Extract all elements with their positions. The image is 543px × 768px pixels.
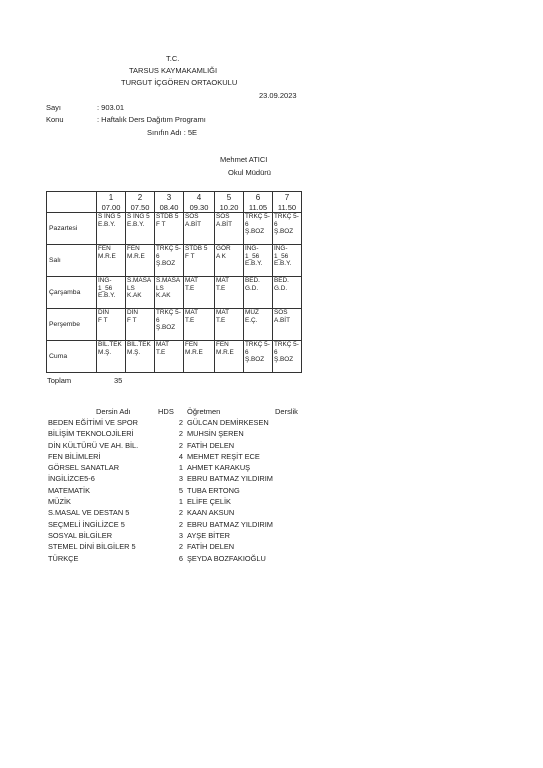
lesson-cell-line: M.R.E bbox=[185, 348, 203, 356]
lesson-cell-line: 1_56 bbox=[274, 252, 289, 260]
course-teacher: GÜLCAN DEMİRKESEN bbox=[187, 418, 269, 427]
lesson-cell-line: M.R.E bbox=[127, 252, 145, 260]
lesson-cell-line: F T bbox=[127, 316, 137, 324]
course-name: MÜZİK bbox=[48, 497, 71, 507]
period-header bbox=[126, 192, 155, 213]
day-name: Salı bbox=[47, 245, 97, 277]
period-time: 11.05 bbox=[248, 202, 268, 212]
lesson-cell bbox=[97, 277, 126, 309]
lesson-cell-line: E.Ç. bbox=[245, 316, 258, 324]
course-name: SOSYAL BİLGİLER bbox=[48, 530, 113, 540]
lesson-cell bbox=[126, 213, 155, 245]
lesson-cell bbox=[155, 245, 184, 277]
course-name: DİN KÜLTÜRÜ VE AH. BİL. bbox=[48, 440, 139, 450]
course-teacher: AHMET KARAKUŞ bbox=[187, 463, 251, 473]
lesson-cell bbox=[244, 277, 273, 309]
course-teacher: EBRU BATMAZ YILDIRIM bbox=[187, 474, 273, 484]
course-hours: 4 bbox=[178, 451, 183, 461]
lesson-cell-line: M.Ş. bbox=[98, 348, 112, 356]
course-hours: 2 bbox=[178, 429, 183, 439]
schedule-corner-cell bbox=[47, 192, 97, 213]
course-name-header: Dersin Adı bbox=[96, 407, 131, 416]
period-header bbox=[184, 192, 215, 213]
lesson-cell bbox=[244, 245, 273, 277]
course-hours: 1 bbox=[178, 463, 183, 473]
course-name: MATEMATİK bbox=[48, 485, 91, 495]
lesson-cell bbox=[215, 277, 244, 309]
sayi-label: Sayı bbox=[46, 103, 62, 112]
lesson-cell-line: E.B.Y. bbox=[274, 260, 292, 268]
lesson-cell-line: İNG- bbox=[98, 277, 112, 284]
lesson-cell-line: S.MASA bbox=[156, 277, 181, 284]
course-hours: 2 bbox=[178, 440, 183, 450]
course-teacher: MUHSİN ŞEREN bbox=[187, 429, 244, 439]
schedule-day-row bbox=[47, 341, 302, 373]
lesson-cell-line: T.E bbox=[156, 348, 166, 356]
course-name: BEDEN EĞİTİMİ VE SPOR bbox=[48, 418, 138, 427]
lesson-cell bbox=[97, 245, 126, 277]
lesson-cell bbox=[155, 213, 184, 245]
lesson-cell-line: Ş.BOZ bbox=[274, 228, 294, 236]
lesson-cell-line: TRKÇ 5- bbox=[274, 341, 299, 348]
day-name: Pazartesi bbox=[47, 213, 97, 245]
period-header bbox=[215, 192, 244, 213]
day-name: Cuma bbox=[47, 341, 97, 373]
lesson-cell-line: A.BİT bbox=[274, 316, 290, 324]
lesson-cell-line: FEN bbox=[127, 245, 140, 252]
lesson-cell-line: 1_56 bbox=[245, 252, 260, 260]
document-date: 23.09.2023 bbox=[259, 91, 297, 100]
schedule-day-row bbox=[47, 277, 302, 309]
header-tc: T.C. bbox=[166, 54, 180, 63]
lesson-cell-line: TRKÇ 5- bbox=[245, 341, 270, 348]
period-number: 5 bbox=[226, 192, 232, 202]
period-time: 09.30 bbox=[189, 202, 209, 212]
total-label: Toplam bbox=[47, 376, 72, 385]
lesson-cell bbox=[184, 245, 215, 277]
lesson-cell-line: DİN bbox=[98, 309, 110, 316]
lesson-cell bbox=[126, 341, 155, 373]
lesson-cell bbox=[126, 309, 155, 341]
schedule-header-row bbox=[47, 192, 302, 213]
lesson-cell-line: Ş.BOZ bbox=[245, 356, 265, 364]
lesson-cell-line: Ş.BOZ bbox=[245, 228, 265, 236]
lesson-cell bbox=[126, 245, 155, 277]
sayi-value: : 903.01 bbox=[97, 103, 125, 112]
course-name: STEMEL DİNİ BİLGİLER 5 bbox=[48, 542, 136, 552]
lesson-cell-line: LS bbox=[127, 284, 135, 292]
lesson-cell-line: 6 bbox=[245, 220, 249, 228]
konu-label: Konu bbox=[46, 115, 64, 124]
period-header bbox=[97, 192, 126, 213]
course-hours-header: HDS bbox=[158, 407, 174, 416]
lesson-cell-line: MAT bbox=[216, 309, 230, 316]
course-name: İNGİLİZCE5-6 bbox=[48, 474, 95, 484]
lesson-cell-line: DİN bbox=[127, 309, 139, 316]
lesson-cell-line: G.D. bbox=[245, 284, 259, 292]
course-hours: 2 bbox=[178, 508, 183, 518]
lesson-cell-line: GÖR bbox=[216, 245, 231, 252]
lesson-cell bbox=[244, 213, 273, 245]
lesson-cell-line: Ş.BOZ bbox=[156, 324, 176, 332]
lesson-cell-line: S İNG 5 bbox=[127, 213, 150, 220]
lesson-cell bbox=[215, 245, 244, 277]
day-name: Perşembe bbox=[47, 309, 97, 341]
lesson-cell-line: A K bbox=[216, 252, 226, 260]
principal-name: Mehmet ATICI bbox=[220, 155, 268, 164]
lesson-cell-line: E.B.Y. bbox=[98, 292, 116, 300]
class-name: Sınıfın Adı : 5E bbox=[147, 128, 198, 137]
course-hours: 3 bbox=[178, 530, 183, 540]
lesson-cell bbox=[184, 213, 215, 245]
lesson-cell-line: SOS bbox=[185, 213, 199, 220]
period-time: 08.40 bbox=[159, 202, 179, 212]
course-teacher-header: Öğretmen bbox=[187, 407, 221, 416]
lesson-cell-line: 6 bbox=[274, 220, 278, 228]
lesson-cell-line: 6 bbox=[156, 316, 160, 324]
lesson-cell bbox=[184, 341, 215, 373]
lesson-cell bbox=[155, 277, 184, 309]
lesson-cell-line: E.B.Y. bbox=[245, 260, 263, 268]
lesson-cell-line: SOS bbox=[216, 213, 230, 220]
lesson-cell bbox=[184, 309, 215, 341]
lesson-cell-line: MAT bbox=[185, 277, 199, 284]
lesson-cell-line: BİL.TEK bbox=[98, 341, 122, 348]
schedule-day-row bbox=[47, 309, 302, 341]
period-header bbox=[273, 192, 302, 213]
lesson-cell-line: MÜZ bbox=[245, 309, 259, 316]
lesson-cell bbox=[244, 309, 273, 341]
lesson-cell-line: E.B.Y. bbox=[127, 220, 145, 228]
course-hours: 2 bbox=[178, 542, 183, 552]
lesson-cell-line: 6 bbox=[156, 252, 160, 260]
lesson-cell-line: FEN bbox=[185, 341, 198, 348]
lesson-cell-line: K.AK bbox=[127, 292, 142, 300]
lesson-cell-line: M.R.E bbox=[216, 348, 234, 356]
course-teacher: KAAN AKSUN bbox=[187, 508, 235, 518]
lesson-cell-line: BED. bbox=[274, 277, 289, 284]
lesson-cell bbox=[273, 245, 302, 277]
lesson-cell-line: S.MASA bbox=[127, 277, 152, 284]
lesson-cell-line: FEN bbox=[216, 341, 229, 348]
lesson-cell bbox=[97, 213, 126, 245]
lesson-cell-line: MAT bbox=[185, 309, 199, 316]
period-number: 1 bbox=[108, 192, 114, 202]
lesson-cell-line: LS bbox=[156, 284, 164, 292]
lesson-cell-line: SOS bbox=[274, 309, 288, 316]
lesson-cell bbox=[244, 341, 273, 373]
lesson-cell-line: İNG- bbox=[245, 245, 259, 252]
lesson-cell-line: BİL.TEK bbox=[127, 341, 151, 348]
period-number: 6 bbox=[255, 192, 261, 202]
lesson-cell-line: G.D. bbox=[274, 284, 288, 292]
period-time: 07.50 bbox=[130, 202, 150, 212]
lesson-cell bbox=[215, 341, 244, 373]
lesson-cell bbox=[97, 309, 126, 341]
lesson-cell-line: Ş.BOZ bbox=[274, 356, 294, 364]
lesson-cell-line: TRKÇ 5- bbox=[274, 213, 299, 220]
period-number: 2 bbox=[137, 192, 143, 202]
lesson-cell bbox=[184, 277, 215, 309]
course-classroom-header: Derslik bbox=[275, 407, 298, 416]
lesson-cell bbox=[273, 309, 302, 341]
period-number: 7 bbox=[284, 192, 290, 202]
lesson-cell-line: S İNG 5 bbox=[98, 213, 121, 220]
period-number: 3 bbox=[166, 192, 172, 202]
lesson-cell-line: Ş.BOZ bbox=[156, 260, 176, 268]
lesson-cell-line: BED. bbox=[245, 277, 260, 284]
course-name: BİLİŞİM TEKNOLOJİLERİ bbox=[48, 429, 134, 439]
lesson-cell bbox=[155, 309, 184, 341]
course-name: GÖRSEL SANATLAR bbox=[48, 463, 120, 473]
lesson-cell-line: T.E bbox=[216, 284, 226, 292]
lesson-cell-line: A.BİT bbox=[216, 220, 232, 228]
weekly-schedule-table bbox=[46, 191, 302, 373]
course-hours: 2 bbox=[178, 418, 183, 427]
course-name: FEN BİLİMLERİ bbox=[48, 451, 101, 461]
total-value: 35 bbox=[114, 376, 123, 385]
day-name: Çarşamba bbox=[47, 277, 97, 309]
lesson-cell-line: T.E bbox=[216, 316, 226, 324]
course-teacher: ŞEYDA BOZFAKIOĞLU bbox=[187, 553, 266, 563]
course-teacher: EBRU BATMAZ YILDIRIM bbox=[187, 519, 273, 529]
schedule-day-row bbox=[47, 245, 302, 277]
course-teacher: ELİFE ÇELİK bbox=[187, 497, 231, 507]
lesson-cell-line: M.R.E bbox=[98, 252, 116, 260]
lesson-cell-line: STDB 5 bbox=[156, 213, 179, 220]
lesson-cell-line: TRKÇ 5- bbox=[156, 309, 181, 316]
lesson-cell-line: K.AK bbox=[156, 292, 171, 300]
lesson-cell-line: F T bbox=[185, 252, 195, 260]
course-name: S.MASAL VE DESTAN 5 bbox=[48, 508, 130, 518]
lesson-cell-line: TRKÇ 5- bbox=[156, 245, 181, 252]
principal-title: Okul Müdürü bbox=[228, 168, 271, 177]
lesson-cell-line: F T bbox=[156, 220, 166, 228]
lesson-cell-line: E.B.Y. bbox=[98, 220, 116, 228]
header-kaymakamlik: TARSUS KAYMAKAMLIĞI bbox=[129, 66, 218, 75]
lesson-cell-line: STDB 5 bbox=[185, 245, 208, 252]
course-teacher: AYŞE BİTER bbox=[187, 530, 230, 540]
konu-value: : Haftalık Ders Dağıtım Programı bbox=[97, 115, 206, 124]
course-name: SEÇMELİ İNGİLİZCE 5 bbox=[48, 519, 125, 529]
lesson-cell bbox=[273, 341, 302, 373]
lesson-cell-line: A.BİT bbox=[185, 220, 201, 228]
lesson-cell-line: T.E bbox=[185, 284, 195, 292]
lesson-cell bbox=[273, 277, 302, 309]
lesson-cell-line: 6 bbox=[245, 348, 249, 356]
lesson-cell-line: T.E bbox=[185, 316, 195, 324]
period-header bbox=[155, 192, 184, 213]
lesson-cell bbox=[215, 213, 244, 245]
lesson-cell-line: 6 bbox=[274, 348, 278, 356]
lesson-cell bbox=[215, 309, 244, 341]
lesson-cell-line: F T bbox=[98, 316, 108, 324]
period-header bbox=[244, 192, 273, 213]
lesson-cell-line: MAT bbox=[156, 341, 170, 348]
course-teacher: FATİH DELEN bbox=[187, 542, 235, 552]
lesson-cell-line: FEN bbox=[98, 245, 111, 252]
course-hours: 1 bbox=[178, 497, 183, 507]
course-hours: 6 bbox=[178, 553, 183, 563]
course-name: TÜRKÇE bbox=[48, 553, 79, 563]
course-teacher: MEHMET REŞİT ECE bbox=[187, 451, 260, 461]
period-time: 10.20 bbox=[219, 202, 239, 212]
lesson-cell bbox=[273, 213, 302, 245]
lesson-cell bbox=[97, 341, 126, 373]
lesson-cell-line: İNG- bbox=[274, 245, 288, 252]
course-teacher: FATİH DELEN bbox=[187, 440, 235, 450]
lesson-cell-line: TRKÇ 5- bbox=[245, 213, 270, 220]
period-number: 4 bbox=[196, 192, 202, 202]
period-time: 11.50 bbox=[277, 202, 297, 212]
course-hours: 5 bbox=[178, 485, 183, 495]
lesson-cell bbox=[155, 341, 184, 373]
header-school-name: TURGUT İÇGÖREN ORTAOKULU bbox=[121, 78, 238, 87]
period-time: 07.00 bbox=[101, 202, 121, 212]
course-hours: 3 bbox=[178, 474, 183, 484]
lesson-cell-line: MAT bbox=[216, 277, 230, 284]
lesson-cell bbox=[126, 277, 155, 309]
lesson-cell-line: M.Ş. bbox=[127, 348, 141, 356]
course-teacher: TUBA ERTONG bbox=[187, 485, 240, 495]
schedule-day-row bbox=[47, 213, 302, 245]
lesson-cell-line: 1_56 bbox=[98, 284, 113, 292]
course-hours: 2 bbox=[178, 519, 183, 529]
